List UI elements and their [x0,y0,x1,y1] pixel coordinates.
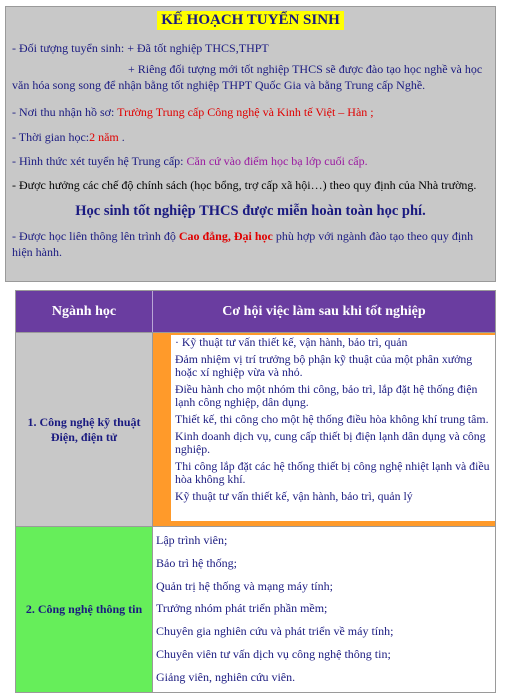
time-suffix: . [121,130,125,144]
form-line [12,153,489,169]
career-cell-electrical [153,333,495,526]
target-label: - Đối tượng tuyển sinh: [12,41,125,55]
form-label: - Hình thức xét tuyển hệ Trung cấp: [12,154,184,168]
list-item: Lập trình viên; [156,533,228,547]
page-title: KẾ HOẠCH TUYỂN SINH [157,11,344,30]
list-item: · Kỹ thuật tư vấn thiết kế, vận hành, bảo trì, quản [175,335,408,349]
target-line [12,40,489,56]
place-value: Trường Trung cấp Công nghệ và Kinh tế Việt – Hàn ; [117,105,374,119]
career-table [15,290,496,693]
list-item: Chuyên gia nghiên cứu và phát triển về máy tính; [156,624,394,639]
list-item: Bảo trì hệ thống; [156,555,237,570]
list-item: Giảng viên, nghiên cứu viên. [156,669,296,684]
target-new-line-1: + Riêng đối tượng mới tốt nghiệp THCS sẽ được đào tạo học nghề và học [128,62,483,76]
list-item: Điều hành cho một nhóm thi công, bảo trì, lắp đặt hệ thống điện lạnh công nghiệp, dân dụng. [175,382,478,409]
time-value: 2 năm [89,130,119,144]
time-line [12,129,489,145]
list-item: Thi công lắp đặt các hệ thống thiết bị công nghệ nhiệt lạnh và điều hòa không khí. [175,459,490,486]
place-label: - Nơi thu nhận hồ sơ: [12,105,115,119]
list-item: Kinh doanh dịch vụ, cung cấp thiết bị điện lạnh dân dụng và công nghiệp. [175,429,486,456]
major-it: 2. Công nghệ thông tin [16,527,153,692]
header-career: Cơ hội việc làm sau khi tốt nghiệp [222,303,426,319]
list-item: Quản trị hệ thống và mạng máy tính; [156,578,333,593]
list-item: Kỹ thuật tư vấn thiết kế, vận hành, bảo trì, quản lý [175,489,413,503]
major-electrical: 1. Công nghệ kỹ thuật Điện, điện tử [16,333,153,526]
header-major: Ngành học [16,291,153,332]
transfer-line [12,228,489,244]
target-value: + Đã tốt nghiệp THCS,THPT [127,41,269,55]
career-list-it [153,527,495,692]
list-item: Đảm nhiệm vị trí trưởng bộ phận kỹ thuật của một phân xưởng hoặc xí nghiệp vừa và nhỏ. [175,352,473,379]
form-value: Căn cứ vào điểm học bạ lớp cuối cấp. [186,154,368,168]
transfer-text-1: - Được học liên thông lên trình độ [12,229,176,243]
target-new-line-2: văn hóa song song để nhận bằng tốt nghiệp THPT Quốc Gia và bằng Trung cấp Nghề. [12,78,426,92]
free-tuition-headline: Học sinh tốt nghiệp THCS được miễn hoàn toàn học phí. [75,203,426,219]
table-row-electrical [16,332,495,526]
list-item: Thiết kế, thi công cho một hệ thống điều hòa không khí trung tâm. [175,412,489,426]
table-row-it [16,526,495,692]
transfer-levels: Cao đẳng, Đại học [178,229,273,243]
place-line [12,104,489,120]
table-header [16,291,495,332]
admission-plan-box [5,6,496,282]
policy-line: - Được hưởng các chế độ chính sách (học bổng, trợ cấp xã hội…) theo quy định của Nhà trường. [12,178,477,192]
time-label: - Thời gian học: [12,130,90,144]
career-list-electrical [171,335,495,521]
transfer-text-2: phù hợp với ngành đào tạo theo quy định [275,229,474,243]
list-item: Chuyên viên tư vấn dịch vụ công nghệ thông tin; [156,646,391,661]
list-item: Trưởng nhóm phát triển phần mềm; [156,601,328,616]
transfer-line-2: hiện hành. [12,245,62,259]
